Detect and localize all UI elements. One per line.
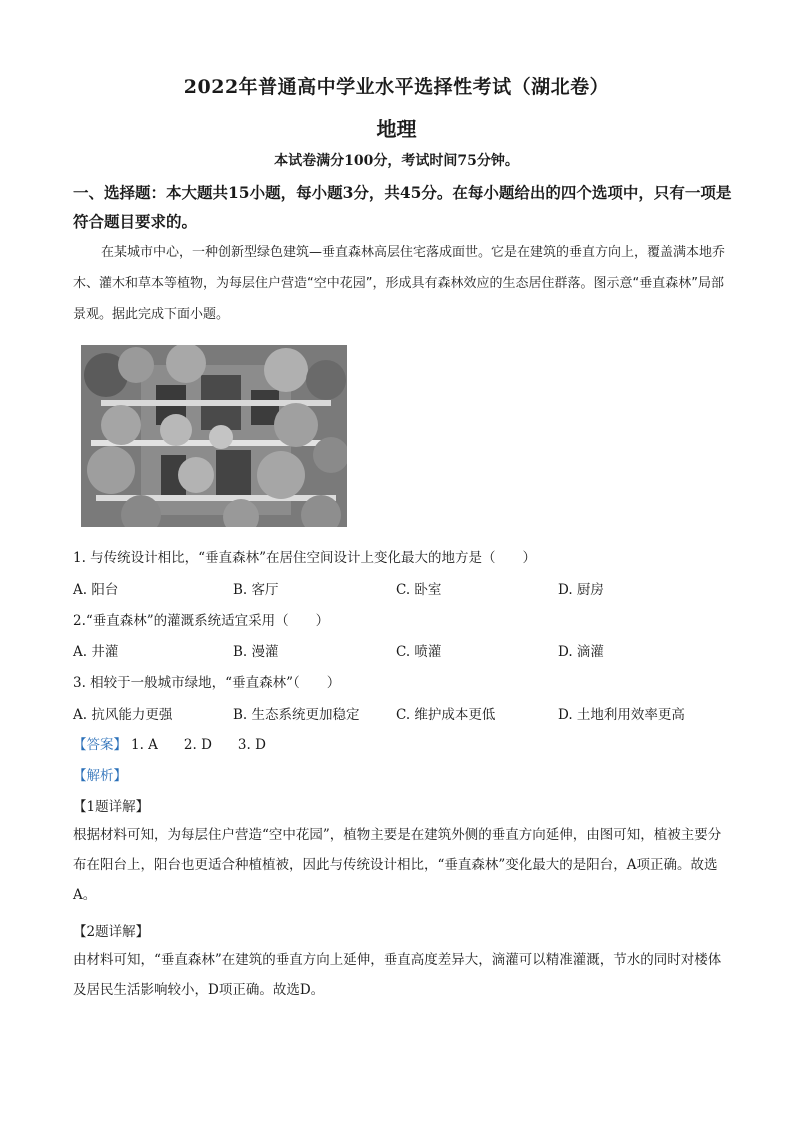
- question-1-stem: 1. 与传统设计相比，“垂直森林”在居住空间设计上变化最大的地方是（ ）: [73, 550, 536, 566]
- question-1-option-a[interactable]: A. 阳台: [73, 582, 119, 598]
- question-2-option-a[interactable]: A. 井灌: [73, 644, 119, 660]
- section-heading: 一、选择题：本大题共15小题，每小题3分，共45分。在每小题给出的四个选项中，只有一项是符合题目要求的。: [73, 183, 732, 231]
- q2-explanation-heading: 【2题详解】: [73, 924, 150, 940]
- question-2-stem: 2.“垂直森林”的灌溉系统适宜采用（ ）: [73, 613, 330, 629]
- question-2-option-d[interactable]: D. 滴灌: [558, 644, 604, 660]
- question-1-option-d[interactable]: D. 厨房: [558, 582, 604, 598]
- analysis-tag: 【解析】: [73, 768, 127, 784]
- intro-paragraph: 在某城市中心，一种创新型绿色建筑—垂直森林高层住宅落成面世。它是在建筑的垂直方向上，覆盖满本地乔木、灌木和草本等植物，为每层住户营造“空中花园”，形成具有森林效应的生态居住群落。图示意“垂直森林”局部景观。据此完成下面小题。: [73, 245, 726, 322]
- page-title: 2022年普通高中学业水平选择性考试（湖北卷）: [183, 76, 610, 98]
- q2-explanation-text: 由材料可知，“垂直森林”在建筑的垂直方向上延伸，垂直高度差异大，滴灌可以精准灌溉，节水的同时对楼体及居民生活影响较小，D项正确。故选D。: [73, 952, 722, 998]
- subject-title: 地理: [376, 117, 417, 141]
- question-3-option-d[interactable]: D. 土地利用效率更高: [558, 707, 685, 723]
- question-1-option-b[interactable]: B. 客厅: [233, 582, 279, 598]
- q1-explanation-text: 根据材料可知，为每层住户营造“空中花园”，植物主要是在建筑外侧的垂直方向延伸，由图可知，植被主要分布在阳台上，阳台也更适合种植植被，因此与传统设计相比，“垂直森林”变化最大的是阳台，A项正确。故选A。: [73, 827, 722, 903]
- answer-tag: 【答案】: [73, 737, 127, 753]
- answer-value-2: 2. D: [183, 737, 212, 753]
- question-2-option-b[interactable]: B. 漫灌: [233, 644, 279, 660]
- question-3-option-b[interactable]: B. 生态系统更加稳定: [233, 707, 360, 723]
- vertical-forest-photo-icon: [81, 345, 347, 527]
- answer-line: [73, 733, 266, 753]
- q1-explanation-heading: 【1题详解】: [73, 799, 150, 815]
- answer-value-3: 3. D: [237, 737, 266, 753]
- question-3-option-c[interactable]: C. 维护成本更低: [396, 707, 496, 723]
- question-2-option-c[interactable]: C. 喷灌: [396, 644, 442, 660]
- question-3-option-a[interactable]: A. 抗风能力更强: [73, 707, 173, 723]
- exam-info: 本试卷满分100分，考试时间75分钟。: [274, 153, 519, 169]
- question-3-stem: 3. 相较于一般城市绿地，“垂直森林”（ ）: [73, 675, 341, 691]
- answer-value-1: 1. A: [131, 737, 158, 753]
- question-1-option-c[interactable]: C. 卧室: [396, 582, 442, 598]
